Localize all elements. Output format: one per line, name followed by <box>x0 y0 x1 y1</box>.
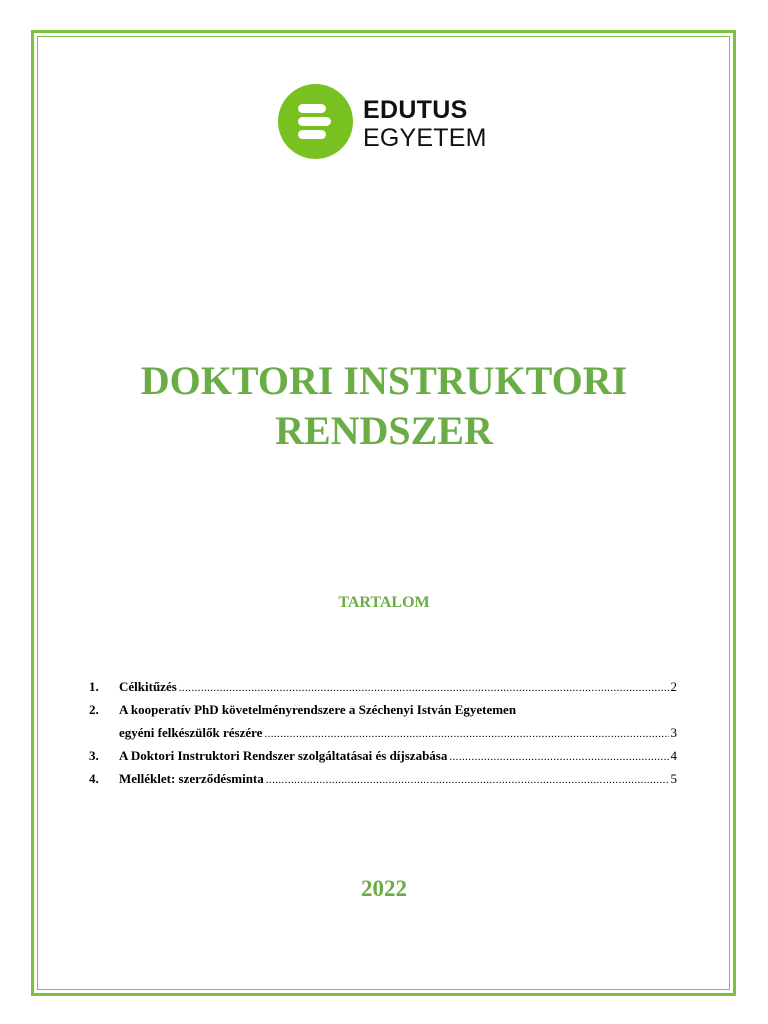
toc-leader-dots <box>179 678 669 698</box>
toc-item-2-line-1[interactable] <box>89 700 677 723</box>
toc-leader-dots <box>449 747 668 767</box>
toc-item-4[interactable] <box>89 769 677 792</box>
toc-item-page: 5 <box>670 771 677 786</box>
document-title <box>60 356 708 456</box>
logo-line-2: EGYETEM <box>363 124 487 152</box>
toc-item-number: 2. <box>89 702 99 717</box>
logo-wordmark <box>363 98 487 151</box>
toc-heading: TARTALOM <box>338 594 430 611</box>
toc-item-number: 1. <box>89 679 99 694</box>
toc-item-number: 3. <box>89 748 99 763</box>
toc-item-label: A Doktori Instruktori Rendszer szolgáltatásai és díjszabása <box>119 748 448 763</box>
edutus-logo-mark-icon <box>278 84 353 159</box>
logo-line-1: EDUTUS <box>363 96 468 124</box>
toc-item-page: 2 <box>670 679 677 694</box>
logo-bar-top <box>298 104 326 113</box>
logo-bar-middle <box>298 117 331 126</box>
toc-item-label-line-1: A kooperatív PhD követelményrendszere a Széchenyi István Egyetemen <box>119 702 517 717</box>
toc-item-2-line-2[interactable] <box>89 723 677 746</box>
toc-item-page: 3 <box>670 725 677 740</box>
toc-item-3[interactable] <box>89 746 677 769</box>
toc-item-label: Melléklet: szerződésminta <box>119 771 264 786</box>
toc-item-1[interactable] <box>89 677 677 700</box>
toc-item-label: Célkitűzés <box>119 679 177 694</box>
toc-item-number: 4. <box>89 771 99 786</box>
toc-leader-dots <box>266 770 669 790</box>
table-of-contents <box>89 677 677 792</box>
page-border-inner <box>37 36 730 990</box>
edutus-logo <box>278 84 518 160</box>
logo-bar-bottom <box>298 130 326 139</box>
toc-item-page: 4 <box>670 748 677 763</box>
toc-leader-dots <box>264 724 668 744</box>
toc-item-label: egyéni felkészülők részére <box>119 725 263 740</box>
document-year: 2022 <box>361 876 407 901</box>
document-title-line-1: DOKTORI INSTRUKTORI <box>140 358 628 403</box>
document-title-line-2: RENDSZER <box>275 408 493 453</box>
